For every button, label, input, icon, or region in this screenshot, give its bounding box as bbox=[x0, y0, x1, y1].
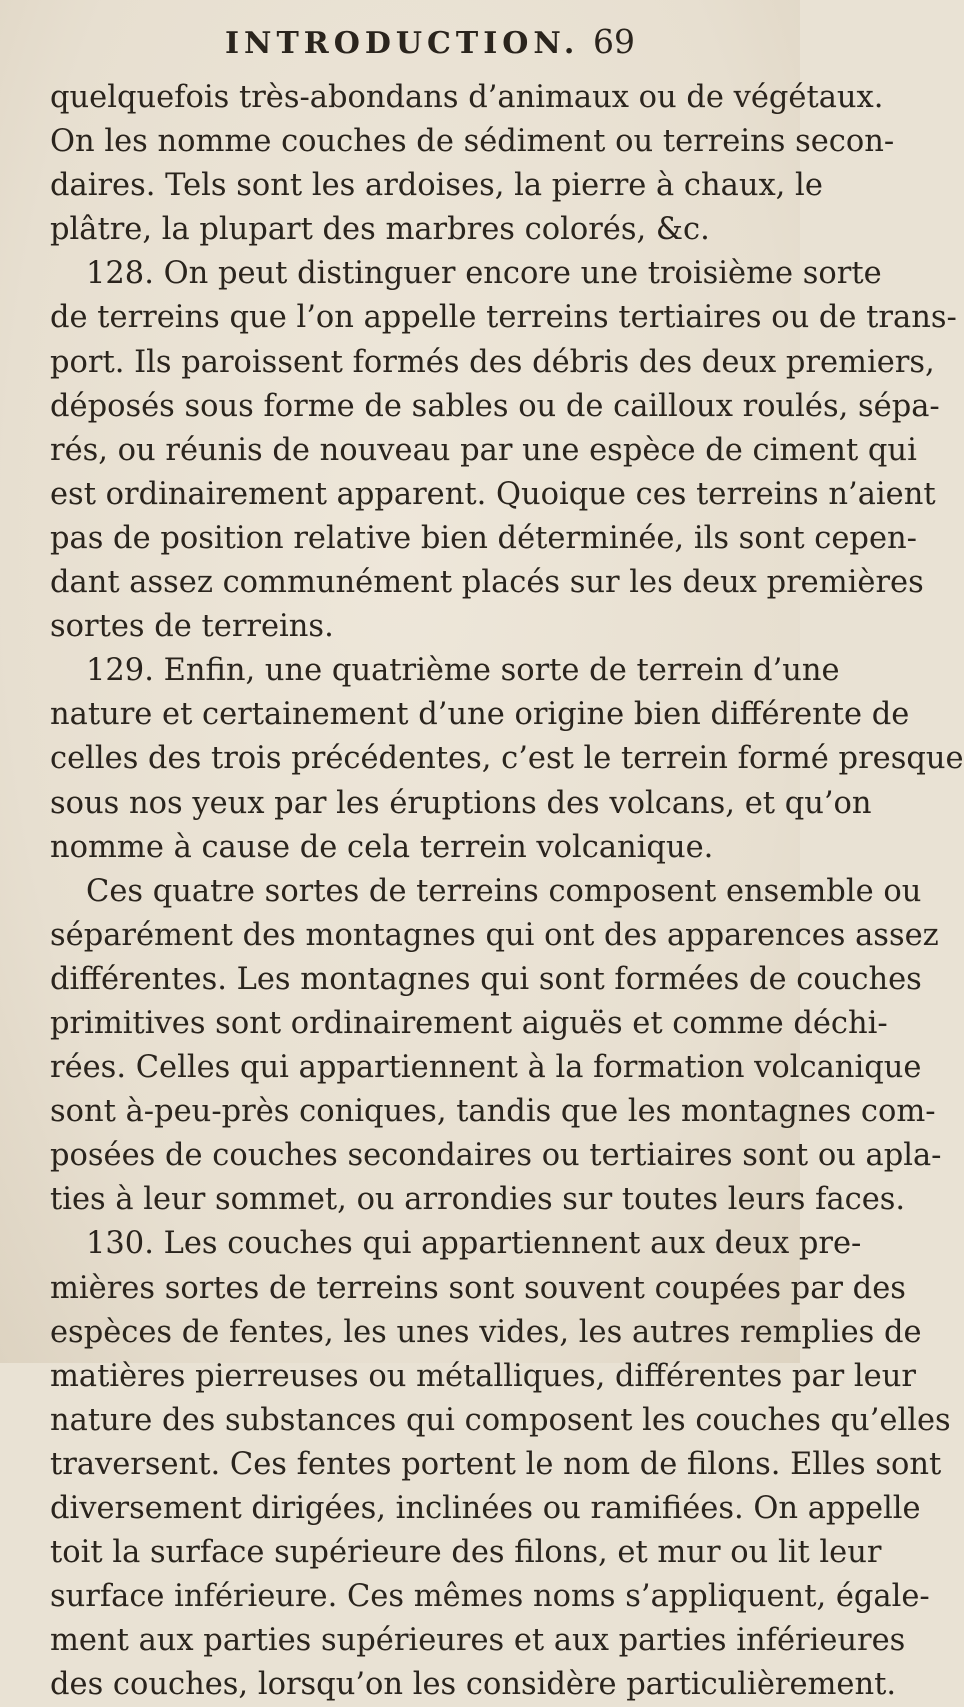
text-line: celles des trois précédentes, c’est le terrein formé presque bbox=[50, 741, 964, 777]
text-line: ment aux parties supérieures et aux parties inférieures bbox=[50, 1623, 906, 1659]
paragraph-128-start: 128. On peut distinguer encore une troisième sorte bbox=[86, 256, 882, 292]
text-line: ties à leur sommet, ou arrondies sur toutes leurs faces. bbox=[50, 1182, 906, 1218]
text-line: daires. Tels sont les ardoises, la pierre à chaux, le bbox=[50, 168, 823, 204]
text-line: surface inférieure. Ces mêmes noms s’appliquent, égale- bbox=[50, 1579, 930, 1615]
text-line: traversent. Ces fentes portent le nom de filons. Elles sont bbox=[50, 1446, 942, 1482]
text-line: posées de couches secondaires ou tertiaires sont ou apla- bbox=[50, 1138, 942, 1174]
text-line: pas de position relative bien déterminée, ils sont cepen- bbox=[50, 520, 917, 556]
page-header bbox=[225, 22, 645, 74]
text-line: est ordinairement apparent. Quoique ces terreins n’aient bbox=[50, 476, 936, 512]
text-line: différentes. Les montagnes qui sont formées de couches bbox=[50, 961, 922, 997]
body-text bbox=[50, 76, 964, 1707]
text-line: sortes de terreins. bbox=[50, 609, 334, 645]
text-line: rés, ou réunis de nouveau par une espèce de ciment qui bbox=[50, 432, 917, 468]
text-line: sont à-peu-près coniques, tandis que les montagnes com- bbox=[50, 1094, 936, 1130]
running-title: INTRODUCTION. bbox=[225, 26, 580, 61]
text-line: diversement dirigées, inclinées ou ramifiées. On appelle bbox=[50, 1491, 921, 1526]
text-line: déposés sous forme de sables ou de cailloux roulés, sépa- bbox=[50, 388, 940, 424]
text-line: toit la surface supérieure des filons, et mur ou lit leur bbox=[50, 1535, 882, 1571]
text-line: de terreins que l’on appelle terreins tertiaires ou de trans- bbox=[50, 300, 957, 336]
page-number: 69 bbox=[593, 22, 635, 61]
text-line: rées. Celles qui appartiennent à la formation volcanique bbox=[50, 1050, 922, 1086]
text-line: plâtre, la plupart des marbres colorés, &c. bbox=[50, 212, 710, 248]
paragraph-mountains-start: Ces quatre sortes de terreins composent ensemble ou bbox=[86, 873, 922, 909]
text-line: nature des substances qui composent les couches qu’elles bbox=[50, 1402, 951, 1438]
text-line: nomme à cause de cela terrein volcanique. bbox=[50, 829, 714, 865]
text-line: des couches, lorsqu’on les considère particulièrement. bbox=[50, 1667, 897, 1703]
text-line: quelquefois très-abondans d’animaux ou de végétaux. bbox=[50, 80, 884, 115]
text-line: port. Ils paroissent formés des débris des deux premiers, bbox=[50, 344, 935, 380]
text-line: primitives sont ordinairement aiguës et comme déchi- bbox=[50, 1005, 888, 1041]
text-line: On les nomme couches de sédiment ou terreins secon- bbox=[50, 124, 895, 160]
text-line: mières sortes de terreins sont souvent coupées par des bbox=[50, 1270, 906, 1306]
text-line: séparément des montagnes qui ont des apparences assez bbox=[50, 917, 939, 953]
text-line: dant assez communément placés sur les deux premières bbox=[50, 565, 924, 601]
text-line: espèces de fentes, les unes vides, les autres remplies de bbox=[50, 1314, 922, 1350]
text-line: nature et certainement d’une origine bien différente de bbox=[50, 697, 910, 733]
text-line: sous nos yeux par les éruptions des volcans, et qu’on bbox=[50, 785, 872, 821]
text-line: matières pierreuses ou métalliques, différentes par leur bbox=[50, 1358, 916, 1394]
paragraph-129-start: 129. Enfin, une quatrième sorte de terrein d’une bbox=[86, 653, 840, 689]
paragraph-130-start: 130. Les couches qui appartiennent aux deux pre- bbox=[86, 1226, 862, 1262]
